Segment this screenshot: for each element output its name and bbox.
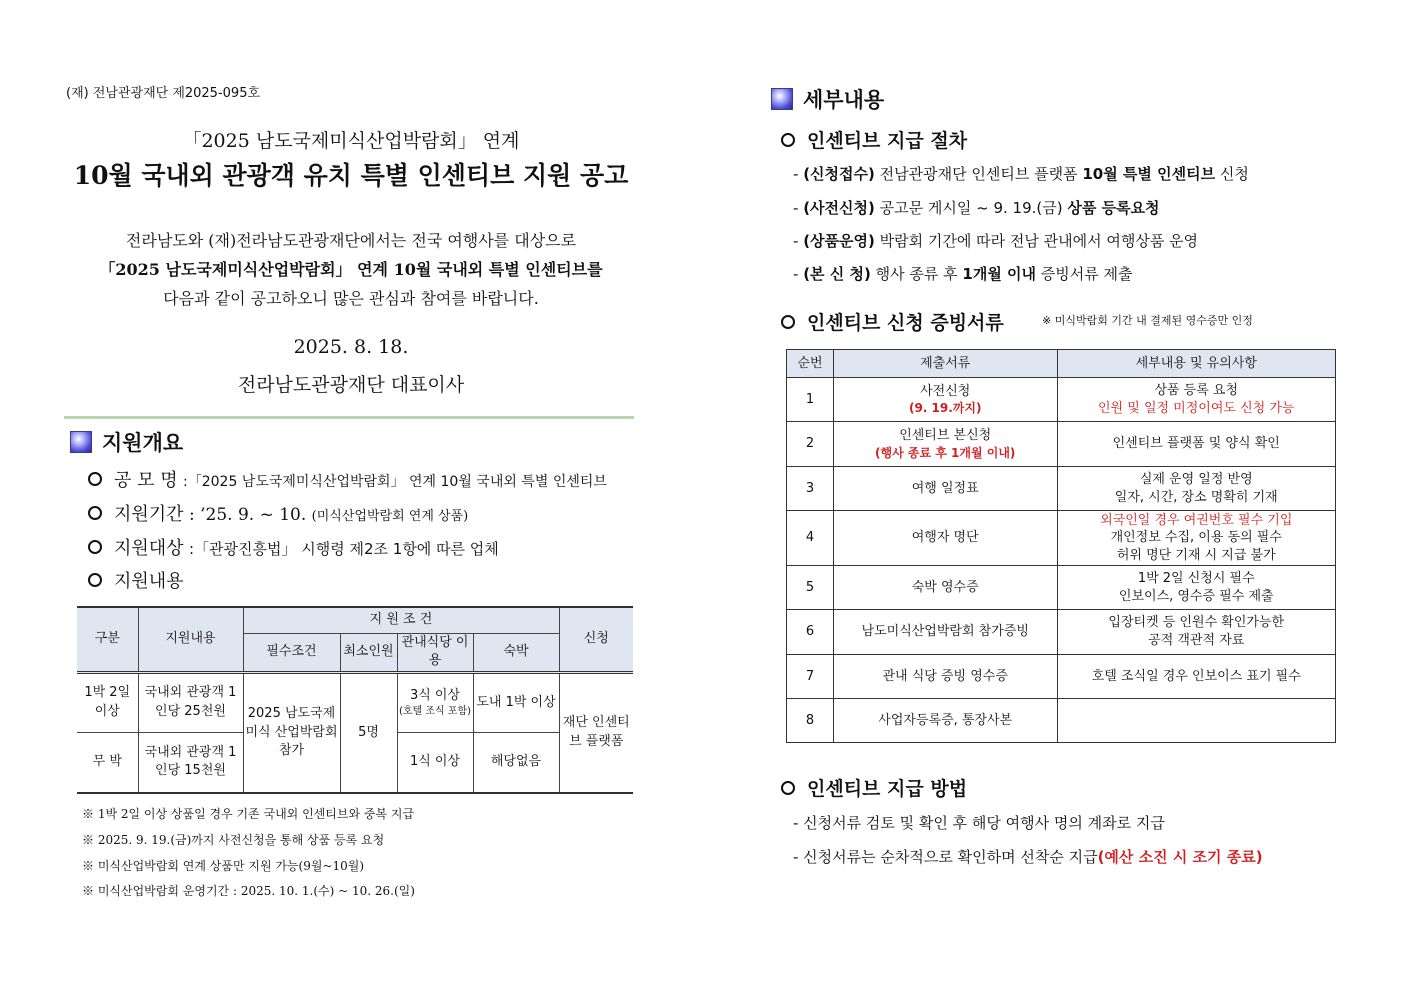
table-cell: 여행 일정표: [833, 467, 1057, 511]
overview-item-value: : ’25. 9. ~ 10.: [188, 505, 307, 525]
overview-item-value: :「관광진흥법」 시행령 제2조 1항에 따른 업체: [188, 540, 499, 558]
circle-bullet-icon: [781, 781, 795, 795]
table-cell: 숙박 영수증: [833, 566, 1057, 610]
table-row: [787, 378, 1336, 422]
detail-line: 일자, 시간, 장소 명확히 기재: [1114, 489, 1278, 505]
detail-line: 인보이스, 영수증 필수 제출: [1118, 588, 1274, 604]
step-text: 박람회 기간에 따라 전남 관내에서 여행상품 운영: [879, 232, 1199, 250]
payment-line-1: - 신청서류 검토 및 확인 후 해당 여행사 명의 계좌로 지급: [793, 814, 1165, 832]
table-cell: 국내외 관광객 1인당 25천원: [138, 673, 243, 733]
circle-bullet-icon: [88, 472, 102, 486]
intro-line-3: 다음과 같이 공고하오니 많은 관심과 참여를 바랍니다.: [163, 289, 539, 308]
th-min-people: 최소인원: [340, 633, 397, 673]
issuer-name: 전라남도관광재단 대표이사: [237, 374, 465, 396]
circle-bullet-icon: [781, 315, 795, 329]
th-doc: 제출서류: [833, 350, 1057, 378]
step-strong: 상품 등록요청: [1067, 199, 1160, 217]
payment-line-2-red: (예산 소진 시 조기 종료): [1097, 848, 1263, 866]
support-table: [77, 606, 633, 794]
table-cell: [1057, 378, 1336, 422]
procedure-step-1: - (신청접수) 전남관광재단 인센티브 플랫폼 10월 특별 인센티브 신청: [793, 165, 1249, 183]
overview-note-2: ※ 2025. 9. 19.(금)까지 사전신청을 통해 상품 등록 요청: [82, 833, 385, 847]
detail-line: 1박 2일 신청시 필수: [1137, 570, 1255, 586]
table-cell: 5명: [340, 673, 397, 793]
detail-line: 허위 명단 기재 시 지급 불가: [1116, 547, 1276, 563]
step-label: (본 신 청): [803, 265, 871, 283]
table-cell: 2025 남도국제미식 산업박람회 참가: [243, 673, 340, 793]
documents-table: [786, 349, 1336, 743]
overview-item-label: 공 모 명: [114, 470, 178, 491]
th-gubun: 구분: [77, 607, 138, 673]
detail-line: 공적 객관적 자료: [1148, 633, 1245, 648]
document-reference-number: (재) 전남관광재단 제2025-095호: [66, 86, 261, 101]
table-cell: [1057, 422, 1336, 467]
table-cell: 남도미식산업박람회 참가증빙: [833, 610, 1057, 655]
payment-title-text: 인센티브 지급 방법: [807, 778, 968, 800]
table-cell: 2: [787, 422, 834, 467]
overview-note-4: ※ 미식산업박람회 운영기간 : 2025. 10. 1.(수) ~ 10. 26.(일): [82, 884, 415, 898]
th-content: 지원내용: [138, 607, 243, 673]
overview-item-target: [88, 534, 499, 560]
th-detail: 세부내용 및 유의사항: [1057, 350, 1336, 378]
table-cell: [833, 378, 1057, 422]
step-strong: 10월 특별 인센티브: [1082, 165, 1216, 183]
table-cell: 8: [787, 699, 834, 743]
overview-note-1: ※ 1박 2일 이상 상품일 경우 기존 국내외 인센티브와 중복 지급: [82, 807, 415, 821]
table-cell: 호텔 조식일 경우 인보이스 표기 필수: [1057, 655, 1336, 699]
table-row: [787, 566, 1336, 610]
detail-line: 개인정보 수집, 이용 동의 필수: [1110, 530, 1282, 546]
procedure-step-3: - (상품운영) 박람회 기간에 따라 전남 관내에서 여행상품 운영: [793, 232, 1199, 250]
documents-note: ※ 미식박람회 기간 내 결제된 영수증만 인정: [1042, 314, 1253, 327]
doc-name: 사전신청: [920, 383, 971, 399]
step-label: (신청접수): [803, 165, 875, 183]
procedure-title: [781, 126, 967, 153]
table-cell: 1박 2일 이상: [77, 673, 138, 733]
table-cell: 5: [787, 566, 834, 610]
overview-item-note: (미식산업박람회 연계 상품): [311, 509, 469, 524]
announcement-date: 2025. 8. 18.: [293, 336, 409, 358]
table-cell: 해당없음: [473, 733, 559, 793]
table-cell: [833, 422, 1057, 467]
overview-item-label: 지원대상: [114, 538, 184, 559]
th-conditions: 지 원 조 건: [243, 607, 559, 633]
circle-bullet-icon: [88, 506, 102, 520]
procedure-step-4: - (본 신 청) 행사 종류 후 1개월 이내 증빙서류 제출: [793, 265, 1133, 283]
table-row: [787, 511, 1336, 566]
step-label: (사전신청): [803, 199, 875, 217]
overview-item-name: [88, 466, 607, 492]
document-pretitle: 「2025 남도국제미식산업박람회」 연계: [182, 130, 520, 152]
payment-line-2-text: - 신청서류는 순차적으로 확인하며 선착순 지급: [793, 848, 1098, 866]
doc-note: (9. 19.까지): [908, 401, 982, 416]
circle-bullet-icon: [88, 540, 102, 554]
table-cell: 관내 식당 증빙 영수증: [833, 655, 1057, 699]
table-cell: [1057, 511, 1336, 566]
th-no: 순번: [787, 350, 834, 378]
overview-item-period: [88, 500, 468, 526]
restaurant-note: (호텔 조식 포함): [398, 706, 472, 718]
intro-line-1: 전라남도와 (재)전라남도관광재단에서는 전국 여행사를 대상으로: [125, 231, 577, 250]
table-row: [787, 467, 1336, 511]
overview-item-content: [88, 567, 184, 593]
table-cell: 재단 인센티브 플랫폼: [559, 673, 633, 793]
payment-line-2: [793, 846, 1263, 867]
table-cell: [397, 673, 473, 733]
doc-name: 인센티브 본신청: [899, 428, 992, 444]
step-label: (상품운영): [803, 232, 875, 250]
table-cell: [1057, 566, 1336, 610]
detail-line-red: 외국인일 경우 여권번호 필수 기입: [1100, 512, 1293, 528]
th-restaurant: 관내식당 이용: [397, 633, 473, 673]
table-cell: 6: [787, 610, 834, 655]
detail-line: 상품 등록 요청: [1154, 382, 1239, 398]
divider-line: [64, 416, 634, 419]
table-cell: [1057, 467, 1336, 511]
overview-note-3: ※ 미식산업박람회 연계 상품만 지원 가능(9월~10월): [82, 859, 365, 873]
overview-heading-text: 지원개요: [102, 431, 184, 455]
table-cell: 1식 이상: [397, 733, 473, 793]
procedure-title-text: 인센티브 지급 절차: [807, 130, 968, 152]
table-cell: 사업자등록증, 통장사본: [833, 699, 1057, 743]
overview-heading: [70, 427, 183, 457]
table-cell: 국내외 관광객 1인당 15천원: [138, 733, 243, 793]
square-bullet-icon: [70, 431, 92, 453]
table-cell: [1057, 610, 1336, 655]
square-bullet-icon: [771, 88, 793, 110]
step-text-post: 증빙서류 제출: [1040, 265, 1133, 283]
table-row: [787, 610, 1336, 655]
detail-line-red: 인원 및 일정 미정이여도 신청 가능: [1098, 400, 1295, 416]
details-heading-text: 세부내용: [803, 88, 885, 112]
table-cell: 3: [787, 467, 834, 511]
step-text: 전남관광재단 인센티브 플랫폼: [879, 165, 1078, 183]
procedure-step-2: - (사전신청) 공고문 게시일 ~ 9. 19.(금) 상품 등록요청: [793, 199, 1160, 217]
table-cell: 도내 1박 이상: [473, 673, 559, 733]
document-title: 10월 국내외 관광객 유치 특별 인센티브 지원 공고: [73, 161, 629, 190]
circle-bullet-icon: [781, 133, 795, 147]
table-row: [787, 655, 1336, 699]
doc-note: (행사 종료 후 1개월 이내): [875, 445, 1016, 460]
intro-line-2: 「2025 남도국제미식산업박람회」 연계 10월 국내외 특별 인센티브를: [99, 260, 603, 279]
details-heading: [771, 84, 884, 114]
documents-title-text: 인센티브 신청 증빙서류: [807, 312, 1004, 334]
table-row: [787, 699, 1336, 743]
table-cell: 여행자 명단: [833, 511, 1057, 566]
detail-line: 인센티브 플랫폼 및 양식 확인: [1112, 436, 1280, 452]
detail-line: 입장티켓 등 인원수 확인가능한: [1108, 615, 1285, 631]
documents-title: [781, 308, 1004, 335]
step-text: 행사 종류 후: [875, 265, 958, 283]
th-lodging: 숙박: [473, 633, 559, 673]
th-required: 필수조건: [243, 633, 340, 673]
overview-item-label: 지원내용: [114, 571, 184, 592]
table-cell: 1: [787, 378, 834, 422]
circle-bullet-icon: [88, 573, 102, 587]
step-text: 공고문 게시일 ~ 9. 19.(금): [879, 199, 1063, 217]
table-cell: 7: [787, 655, 834, 699]
detail-line: 실제 운영 일정 반영: [1139, 471, 1253, 487]
table-row: [787, 422, 1336, 467]
table-cell: 무 박: [77, 733, 138, 793]
overview-item-label: 지원기간: [114, 504, 184, 525]
table-cell: [1057, 699, 1336, 743]
overview-item-value: :「2025 남도국제미식산업박람회」 연계 10월 국내외 특별 인센티브: [183, 474, 607, 490]
th-apply: 신청: [559, 607, 633, 673]
step-text-post: 신청: [1219, 165, 1249, 183]
payment-title: [781, 774, 967, 801]
step-strong: 1개월 이내: [962, 265, 1037, 283]
restaurant-value: 3식 이상: [409, 687, 461, 703]
table-cell: 4: [787, 511, 834, 566]
